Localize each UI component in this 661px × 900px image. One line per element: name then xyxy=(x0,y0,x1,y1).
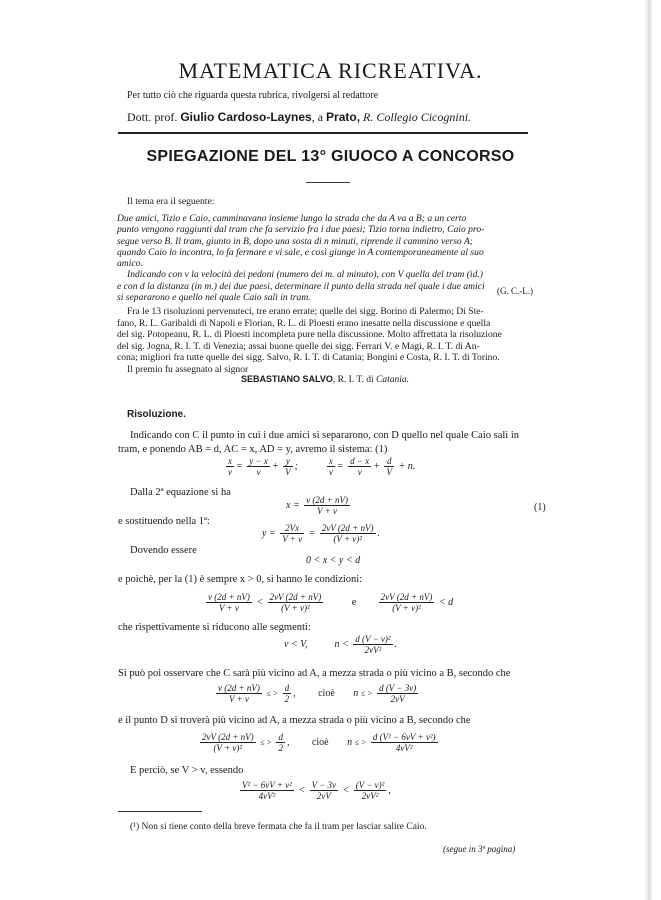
intro-text: Il tema era il seguente: xyxy=(127,196,215,207)
fraction: $\frac{V - 3v}{2vV}$ xyxy=(311,780,337,801)
fraction: $\frac{\text{V² − 6vV + v²}}{\text{4vV²}}$ xyxy=(242,780,292,801)
text-conditions: e poichè, per la (1) è sempre x > 0, si hanno le condizioni: xyxy=(118,574,363,585)
reduced-conditions: v < V, n < $\frac{\text{d (V − v)²}}{\text{2vV²}}$ . xyxy=(284,634,398,655)
winner-name: SEBASTIANO SALVO xyxy=(241,374,333,384)
editor-line xyxy=(127,110,471,125)
fraction: $\frac{d}{V}$ xyxy=(386,456,392,477)
final-inequality: $\frac{\text{V² − 6vV + v²}}{\text{4vV²}}$ < $\frac{V - 3v}{2vV}$ < $\frac{\text{(V − v)²}}{\text{2vV²}}$ , xyxy=(242,780,391,801)
author-mid: , a xyxy=(311,110,324,124)
author-school: R. Collegio Cicognini. xyxy=(363,110,472,124)
winner-line xyxy=(241,374,409,385)
heading-divider xyxy=(306,182,350,183)
continued-note: (segue in 3ª pagina) xyxy=(443,844,516,854)
text-point-c: Si può poi osservare che C sarà più vicino ad A, a mezza strada o più vicino a B, secondo che xyxy=(118,668,511,679)
fraction: $\frac{\text{d (V² − 6vV + v²)}}{\text{4vV²}}$ xyxy=(372,732,436,753)
fraction: $\frac{2vV (2d + nV)}{\text{(V + v)²}}$ xyxy=(380,592,433,613)
solution-heading: Risoluzione. xyxy=(127,409,186,420)
problem-statement: Due amici, Tizio e Caio, camminavano insieme lungo la strada che da A va a B; a un certo punto vengono raggiunti dal tram che fa servizio fra i due paesi; Tizio torna indietro, Caio pro- segue verso B. Il tram, giunto in B, dopo una sosta di n minuti, riprende il cammino verso A; quando Caio lo incontra, lo fa fermare e vi sale, e così giunge in A contemporaneamente al suo amico. Indicando con v la velocità dei pedoni (numero dei m. al minuto), con V quella del tram (id.) e con d la distanza (in m.) dei due paesi, determinare il punto della strada nel quale i due amici si separarono e quello nel quale Caio salì in tram. xyxy=(117,213,485,304)
text-therefore: E perciò, se V > v, essendo xyxy=(130,765,244,776)
fraction: $\frac{d (V - 3v)}{2vV}$ xyxy=(379,683,417,704)
author-name: Giulio Cardoso-Laynes xyxy=(180,110,312,124)
text-reduced: che rispettivamente si riducono alle segmenti: xyxy=(118,622,311,633)
fraction: $\frac{\text{d (V − v)²}}{\text{2vV²}}$ xyxy=(355,634,391,655)
fraction: $\frac{d}{2}$ xyxy=(278,732,283,753)
fraction: $\frac{v (2d + nV)}{V + v}$ xyxy=(218,683,260,704)
fraction: $\frac{2vV (2d + nV)}{\text{(V + v)²}}$ xyxy=(321,523,374,544)
article-heading: SPIEGAZIONE DEL 13° GIUOCO A CONCORSO xyxy=(146,148,515,165)
author-prefix: Dott. prof. xyxy=(127,110,178,124)
text-point-d: e il punto D si troverà più vicino ad A, a mezza strada o più vicino a B, secondo che xyxy=(118,715,471,726)
text-from-second-equation: Dalla 2ª equazione si ha xyxy=(130,487,231,498)
fraction: $\frac{2vV (2d + nV)}{\text{(V + v)²}}$ xyxy=(269,592,322,613)
page-edge-shadow xyxy=(644,0,652,900)
fraction: $\frac{y - x}{v}$ xyxy=(249,456,268,477)
results-paragraph: Fra le 13 risoluzioni pervenuteci, tre erano errate; quelle dei sigg. Borino di Palermo; Di Ste- fano, R. L. Garibaldi di Napoli e Florian, R. L. di Ploesti erano inesatte nella discussione e quella del sig. Potopeanu, R. L. di Ploesti incompleta pure nella discussione. Molto affrettata la risoluzione del sig. Jogna, R. I. T. di Venezia; assai buone quelle dei sigg. Ferrari V. e Magi, R. I. T. di An- cona; migliori fra tutte quelle dei sigg. Salvo, R. I. T. di Catania; Bongini e Costa, R. I. T. di Torino. Il premio fu assegnato al signor xyxy=(117,306,502,375)
text-must-be: Dovendo essere xyxy=(130,545,197,556)
winner-city: Catania. xyxy=(376,375,410,385)
section-title: MATEMATICA RICREATIVA. xyxy=(178,58,483,83)
fraction: $\frac{v (2d + nV)}{V + v}$ xyxy=(306,495,348,516)
solution-intro: Indicando con C il punto in cui i due amici si separarono, con D quello nel quale Caio salì in tram, e ponendo AB = d, AC = x, AD = y, avremo il sistema: (1) xyxy=(118,430,519,455)
editor-note: Per tutto ciò che riguarda questa rubrica, rivolgersi al redattore xyxy=(127,90,379,101)
condition-point-d: $\frac{2vV (2d + nV)}{\text{(V + v)²}}$ ≤ > $\frac{d}{2}$ , cioè n ≤ > $\frac{\text{d (V² − 6vV + v²)}}{\text{4vV²}}$ xyxy=(202,732,436,753)
footnote: (¹) Non si tiene conto della breve fermata che fa il tram per lasciar salire Caio. xyxy=(130,822,427,832)
footnote-rule xyxy=(118,811,202,812)
fraction: $\frac{v (2d + nV)}{V + v}$ xyxy=(208,592,250,613)
problem-signature: (G. C.-L.) xyxy=(497,286,533,296)
condition-point-c: $\frac{v (2d + nV)}{V + v}$ ≤ > $\frac{d}{2}$ , cioè n ≤ > $\frac{d (V - 3v)}{2vV}$ xyxy=(218,683,417,704)
winner-school: , R. I. T. di xyxy=(332,375,374,385)
fraction: $\frac{x}{v}$ xyxy=(228,456,232,477)
fraction: $\frac{2Vx}{V + v}$ xyxy=(282,523,303,544)
fraction: $\frac{\text{(V − v)²}}{\text{2vV²}}$ xyxy=(355,780,385,801)
conditions-inequalities: $\frac{v (2d + nV)}{V + v}$ < $\frac{2vV (2d + nV)}{\text{(V + v)²}}$ e $\frac{2vV (2d + nV)}{\text{(V + v)²}}$ < d xyxy=(208,592,454,613)
text-substituting: e sostituendo nella 1ª: xyxy=(118,516,210,527)
header-rule xyxy=(118,132,528,134)
author-city: Prato, xyxy=(326,110,361,124)
equation-number: (1) xyxy=(534,502,546,513)
equation-x: x = $\frac{v (2d + nV)}{V + v}$ xyxy=(286,495,348,516)
fraction: $\frac{2vV (2d + nV)}{\text{(V + v)²}}$ xyxy=(202,732,254,753)
inequality-chain: 0 < x < y < d xyxy=(306,555,361,566)
fraction: $\frac{d}{2}$ xyxy=(284,683,290,704)
equation-system: $\frac{x}{v}$ = $\frac{y - x}{v}$ + $\frac{y}{V}$ ; $\frac{x}{v}$ = $\frac{d - x}{v}$ + $\frac{d}{V}$ + n. xyxy=(228,456,416,477)
fraction: $\frac{x}{v}$ xyxy=(328,456,333,477)
fraction: $\frac{y}{V}$ xyxy=(285,456,291,477)
equation-y: y = $\frac{2Vx}{V + v}$ = $\frac{2vV (2d + nV)}{\text{(V + v)²}}$ . xyxy=(262,523,380,544)
fraction: $\frac{d - x}{v}$ xyxy=(350,456,370,477)
